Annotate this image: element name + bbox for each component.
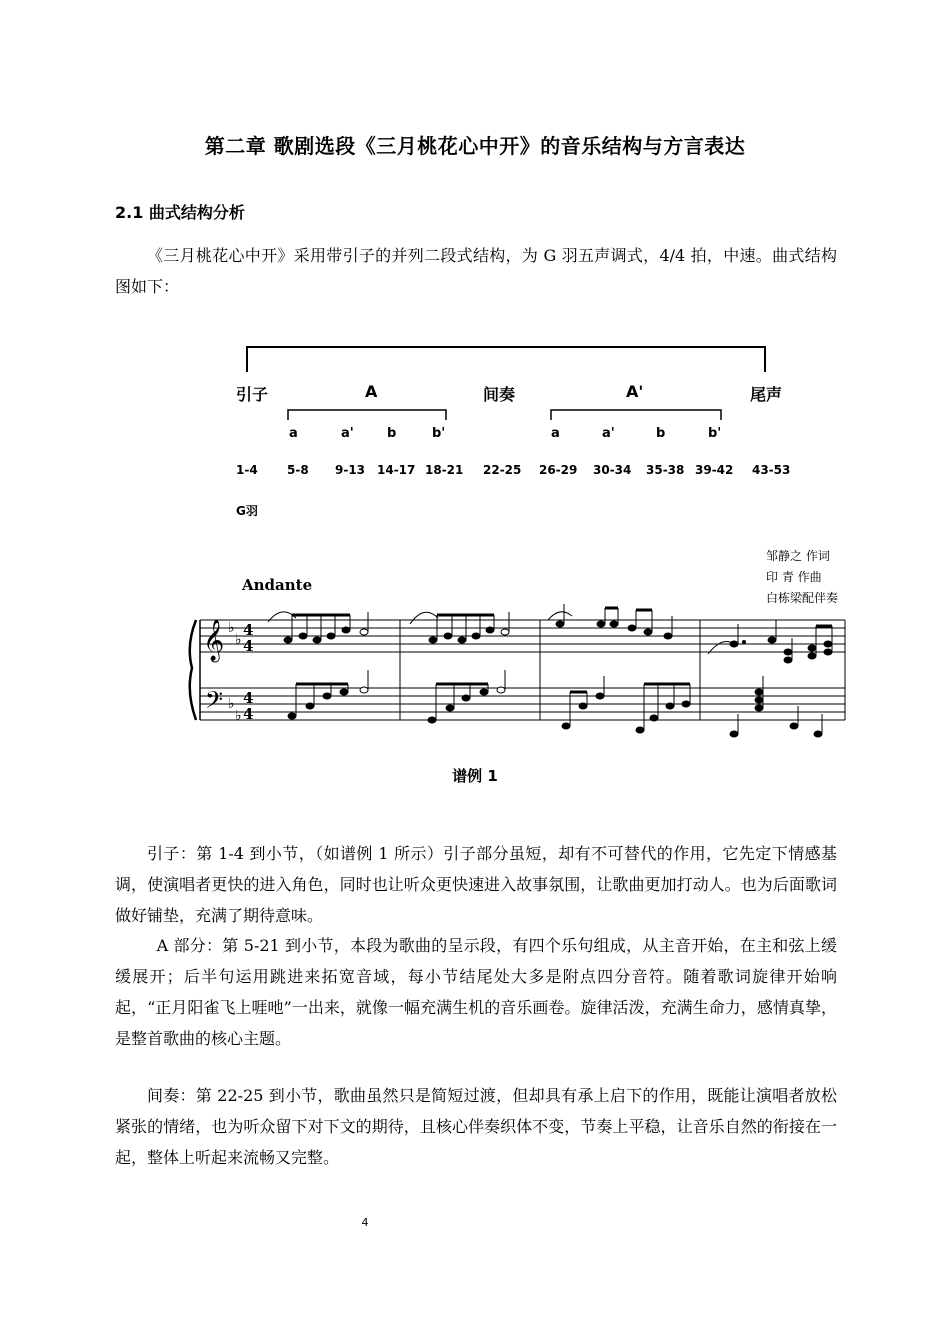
svg-text:♭: ♭ xyxy=(228,620,235,636)
phrase-b-prime: b' xyxy=(432,426,446,441)
composer-credit: 印 青 作曲 xyxy=(766,570,822,584)
phrase-a-prime: a' xyxy=(341,426,354,441)
tempo-marking: Andante xyxy=(242,576,313,594)
accompaniment-credit: 白栋梁配伴奏 xyxy=(766,591,839,605)
phrase-a: a xyxy=(289,426,298,441)
svg-text:♭: ♭ xyxy=(235,708,242,724)
paragraph-section-A: A 部分：第 5-21 到小节，本段为歌曲的呈示段，有四个乐句组成，从主音开始，在主和弦上缓缓展开；后半句运用跳进来拓宽音域，每小节结尾处大多是附点四分音符。随着歌词旋律开始响起，“正月阳雀飞上啀吔”一出来，就像一幅充满生机的音乐画卷。旋律活泼，充满生命力，感情真挚，是整首歌曲的核心主题。 xyxy=(115,936,837,1048)
measure-range: 43-53 xyxy=(752,463,791,477)
measure-range: 39-42 xyxy=(695,463,734,477)
section-coda: 尾声 xyxy=(750,385,783,404)
measure-range: 30-34 xyxy=(593,463,632,477)
measure-range: 14-17 xyxy=(377,463,416,477)
phrase-b: b xyxy=(656,426,666,441)
section-heading: 2.1 曲式结构分析 xyxy=(115,203,245,222)
section-interlude: 间奏 xyxy=(483,385,516,404)
paragraph-interlude: 间奏：第 22-25 到小节，歌曲虽然只是简短过渡，但却具有承上启下的作用，既能让演唱者放松紧张的情绪，也为听众留下对下文的期待，且核心伴奏织体不变，节奏上平稳，让音乐自然的衔接在一起，整体上听起来流畅又完整。 xyxy=(115,1086,837,1167)
phrase-a: a xyxy=(551,426,560,441)
svg-text:♭: ♭ xyxy=(228,696,235,712)
svg-text:4: 4 xyxy=(243,705,254,723)
section-intro: 引子 xyxy=(236,385,269,404)
chapter-title: 第二章 歌剧选段《三月桃花心中开》的音乐结构与方言表达 xyxy=(204,134,746,158)
phrase-b-prime: b' xyxy=(708,426,722,441)
page-number: 4 xyxy=(361,1216,369,1229)
measure-range: 5-8 xyxy=(287,463,309,477)
svg-text:𝄢: 𝄢 xyxy=(205,686,224,719)
svg-text:♭: ♭ xyxy=(235,632,242,648)
paragraph-intro-section: 引子：第 1-4 到小节，（如谱例 1 所示）引子部分虽短，却有不可替代的作用，它先定下情感基调，使演唱者更快的进入角色，同时也让听众更快速进入故事氛围，让歌曲更加打动人。也为后面歌词做好铺垫，充满了期待意味。 xyxy=(115,844,837,925)
phrase-a-prime: a' xyxy=(602,426,615,441)
svg-text:4: 4 xyxy=(243,621,254,639)
measure-range: 9-13 xyxy=(335,463,366,477)
lyricist-credit: 邹静之 作词 xyxy=(766,549,830,563)
measure-range: 26-29 xyxy=(539,463,578,477)
svg-text:4: 4 xyxy=(243,689,254,707)
phrase-b: b xyxy=(387,426,397,441)
measure-range: 35-38 xyxy=(646,463,685,477)
measure-range: 22-25 xyxy=(483,463,522,477)
measure-range: 18-21 xyxy=(425,463,464,477)
measure-range: 1-4 xyxy=(236,463,258,477)
intro-paragraph: 《三月桃花心中开》采用带引子的并列二段式结构，为 G 羽五声调式，4/4 拍，中速。曲式结构图如下： xyxy=(115,246,837,296)
svg-text:𝄞: 𝄞 xyxy=(203,620,225,661)
section-A2: A' xyxy=(626,382,644,401)
mode-label: G羽 xyxy=(236,504,258,518)
svg-text:4: 4 xyxy=(243,637,254,655)
score-caption: 谱例 1 xyxy=(452,767,498,785)
section-A: A xyxy=(365,382,378,401)
